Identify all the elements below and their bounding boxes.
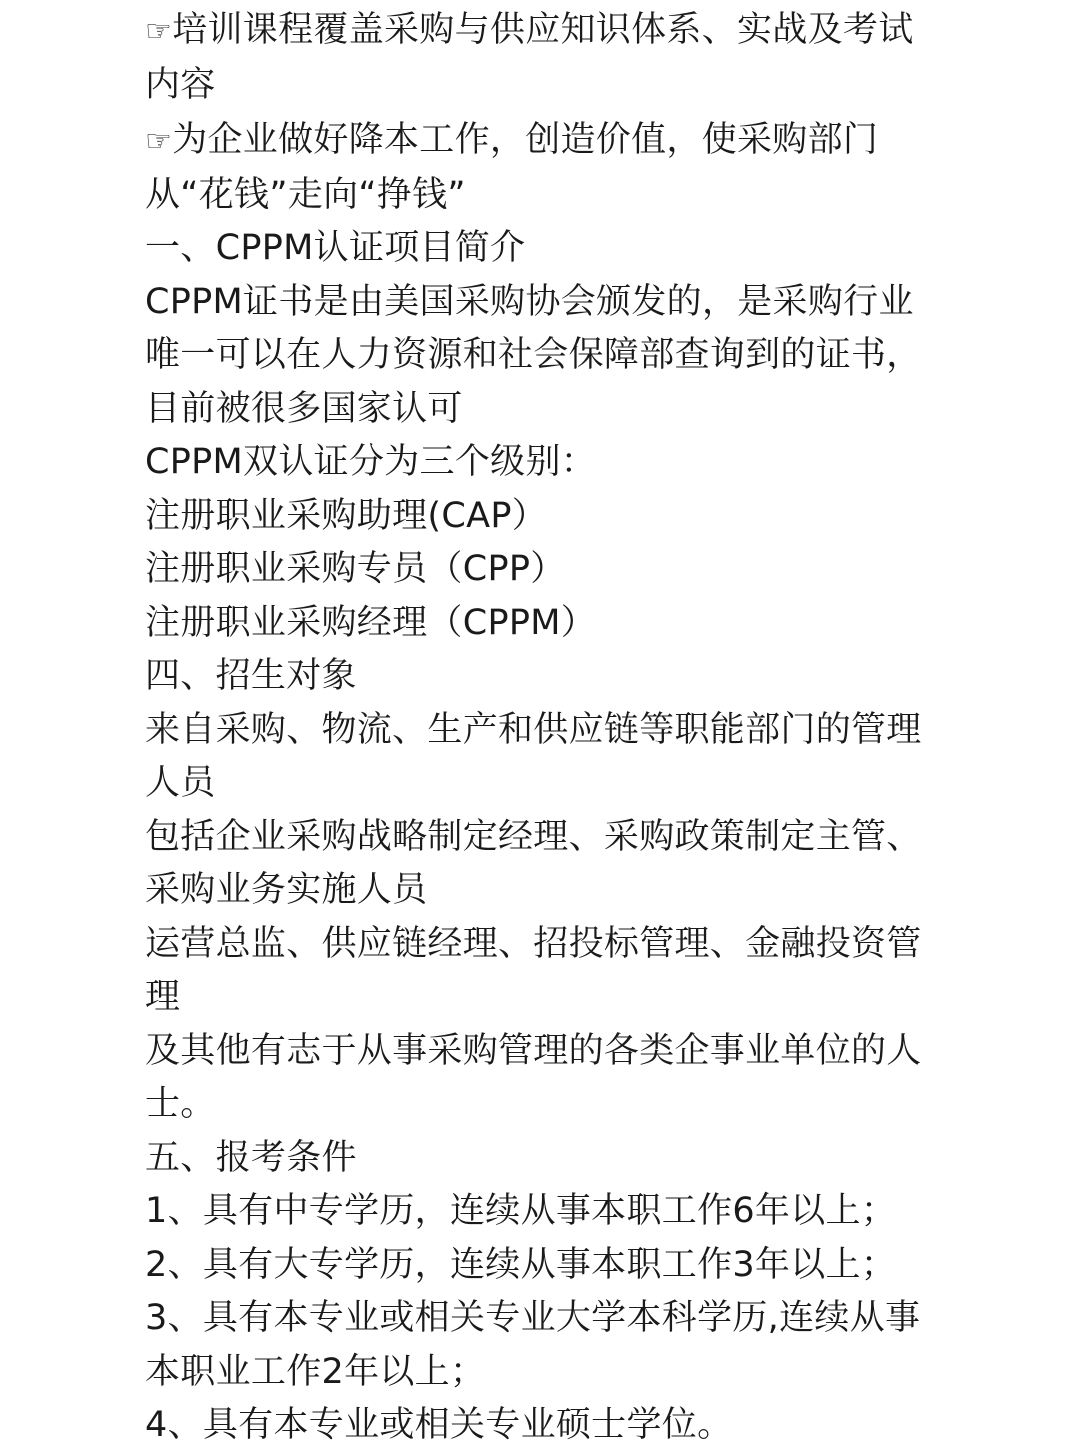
cppm-intro-paragraph: CPPM证书是由美国采购协会颁发的，是采购行业唯一可以在人力资源和社会保障部查询到的证书，目前被很多国家认可	[145, 281, 922, 429]
requirement-item: 1、具有中专学历，连续从事本职工作6年以上；	[145, 1191, 897, 1231]
level-item-cppm: 注册职业采购经理（CPPM）	[145, 602, 597, 643]
pointing-hand-icon: ☞	[145, 124, 173, 159]
requirement-item: 3、具有本专业或相关专业大学本科学历,连续从事本职业工作2年以上；	[145, 1298, 921, 1392]
levels-title: CPPM双认证分为三个级别：	[145, 442, 597, 482]
bullet-course-coverage	[145, 4, 935, 112]
audience-item: 包括企业采购战略制定经理、采购政策制定主管、采购业务实施人员	[145, 816, 922, 910]
audience-item: 及其他有志于从事采购管理的各类企事业单位的人士。	[145, 1030, 922, 1124]
bullet-cost-reduction	[145, 114, 935, 222]
audience-item: 运营总监、供应链经理、招投标管理、金融投资管理	[145, 923, 922, 1017]
section-heading-audience: 四、招生对象	[145, 656, 357, 696]
section-heading-requirements: 五、报考条件	[145, 1137, 357, 1178]
section-heading-intro: 一、CPPM认证项目简介	[145, 228, 526, 268]
bullet-text: 培训课程覆盖采购与供应知识体系、实战及考试内容	[145, 10, 914, 105]
requirement-item: 4、具有本专业或相关专业硕士学位。	[145, 1405, 733, 1445]
bullet-text: 为企业做好降本工作，创造价值，使采购部门从“花钱”走向“挣钱”	[145, 120, 879, 215]
requirement-item: 2、具有大专学历，连续从事本职工作3年以上；	[145, 1244, 897, 1285]
level-item-cap: 注册职业采购助理(CAP）	[145, 495, 548, 536]
level-item-cpp: 注册职业采购专员（CPP）	[145, 549, 566, 589]
document-body	[145, 4, 935, 1453]
pointing-hand-icon: ☞	[145, 14, 173, 49]
audience-item: 来自采购、物流、生产和供应链等职能部门的管理人员	[145, 709, 922, 803]
